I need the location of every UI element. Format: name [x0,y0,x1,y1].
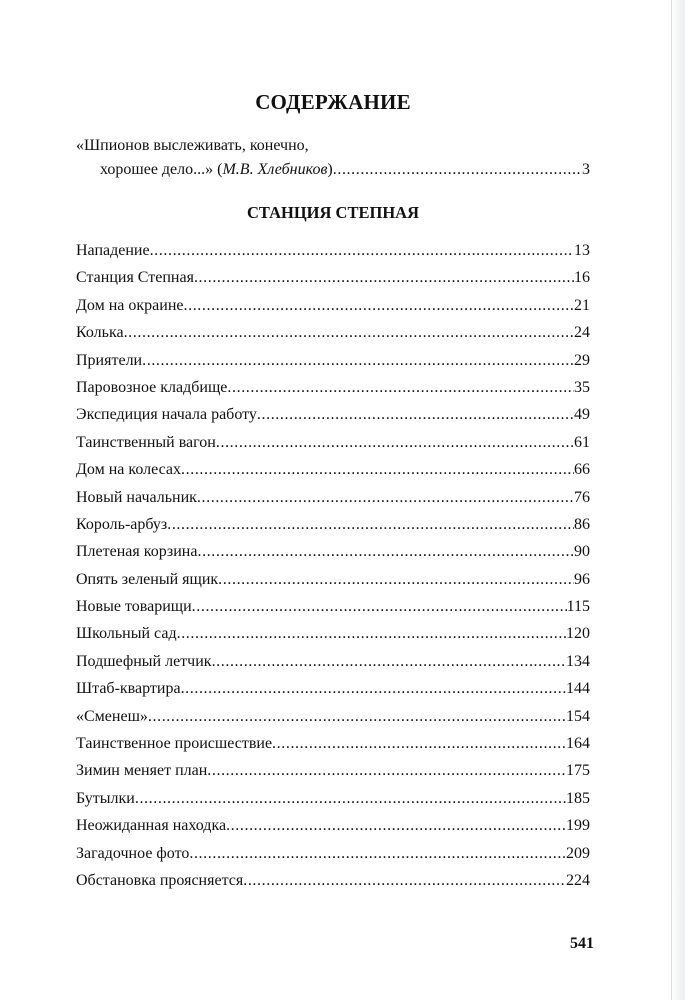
dot-leader [243,870,566,892]
dot-leader [142,350,574,372]
dot-leader [177,623,566,645]
epigraph-text: хорошее дело...» ( [100,161,223,178]
toc-entry[interactable] [76,870,590,897]
chapter-page-number: 185 [566,789,590,807]
chapter-title: Дом на колесах [76,461,182,479]
page-title: СОДЕРЖАНИЕ [255,90,411,114]
toc-entry[interactable] [76,240,590,267]
chapter-page-number: 224 [566,871,590,889]
epigraph-close-paren: ) [327,161,333,178]
chapter-page-number: 21 [574,296,590,314]
toc-entry[interactable] [76,267,590,294]
dot-leader [226,815,566,837]
dot-leader [124,322,574,344]
chapter-title: Паровозное кладбище [76,378,228,396]
toc-entry[interactable] [76,596,590,623]
toc-entry[interactable] [76,432,590,459]
dot-leader [333,159,582,181]
page-number-footer: 541 [570,935,594,952]
chapter-page-number: 35 [574,378,590,396]
page-edge-line [671,0,672,1000]
dot-leader [227,377,574,399]
toc-entry[interactable] [76,295,590,322]
chapter-page-number: 29 [574,351,590,369]
chapter-page-number: 66 [574,461,590,479]
toc-entry[interactable] [76,514,590,541]
chapter-title: Король-арбуз [76,515,168,533]
chapter-title: Новый начальник [76,488,197,506]
chapter-title: Таинственное происшествие [76,735,273,753]
toc-entry[interactable] [76,350,590,377]
toc-entry[interactable] [76,678,590,705]
chapter-page-number: 16 [574,269,590,287]
chapter-title: Подшефный летчик [76,652,212,670]
dot-leader [272,733,566,755]
toc-entry[interactable] [76,541,590,568]
chapter-page-number: 24 [574,324,590,342]
chapter-page-number: 199 [566,817,590,835]
chapter-title: Загадочное фото [76,844,190,862]
chapter-page-number: 115 [566,598,590,616]
chapter-title: Опять зеленый ящик [76,570,219,588]
toc-entry[interactable] [76,760,590,787]
chapter-page-number: 120 [566,625,590,643]
page-edge-shadow [671,0,685,1000]
section-title: СТАНЦИЯ СТЕПНАЯ [247,203,419,222]
chapter-page-number: 164 [566,735,590,753]
dot-leader [184,295,575,317]
toc-entry[interactable] [76,569,590,596]
chapter-title: «Сменеш» [76,707,148,725]
chapter-page-number: 134 [566,652,590,670]
toc-entry[interactable] [76,706,590,733]
chapter-title: Дом на окраине [76,296,184,314]
toc-entry[interactable] [76,459,590,486]
chapter-title: Станция Степная [76,269,194,287]
chapter-title: Нападение [76,242,150,259]
toc-entry[interactable] [76,843,590,870]
chapter-title: Плетеная корзина [76,543,198,561]
dot-leader [181,459,574,481]
chapter-page-number: 154 [566,707,590,725]
chapter-title: Экспедиция начала работу [76,406,257,424]
dot-leader [216,432,574,454]
chapter-title: Таинственный вагон [76,433,216,451]
chapter-title: Новые товарищи [76,598,192,616]
toc-entry[interactable] [76,788,590,815]
dot-leader [181,678,566,700]
dot-leader [197,487,574,509]
toc-entry[interactable] [76,404,590,431]
dot-leader [257,404,574,426]
chapter-title: Приятели [76,351,143,369]
toc-entry[interactable] [76,487,590,514]
dot-leader [148,706,566,728]
chapter-list [76,240,590,897]
epigraph-entry-line2 [100,159,590,181]
dot-leader [207,760,566,782]
toc-entry[interactable] [76,815,590,842]
toc-entry[interactable] [76,623,590,650]
chapter-page-number: 175 [566,762,590,780]
chapter-title: Зимин меняет план [76,762,208,780]
chapter-page-number: 209 [566,844,590,862]
chapter-title: Штаб-квартира [76,680,181,698]
dot-leader [192,596,567,618]
chapter-title: Бутылки [76,789,135,807]
toc-entry[interactable] [76,733,590,760]
chapter-title: Колька [76,324,124,342]
chapter-page-number: 61 [574,433,590,451]
dot-leader [218,569,574,591]
toc-entry[interactable] [76,377,590,404]
chapter-title: Школьный сад [76,625,177,643]
dot-leader [212,651,566,673]
dot-leader [150,240,574,262]
chapter-title: Неожиданная находка [76,817,227,835]
chapter-page-number: 76 [574,488,590,506]
epigraph-author: М.В. Хлебников [222,161,328,178]
chapter-title: Обстановка проясняется [76,871,244,889]
dot-leader [167,514,574,536]
chapter-page-number: 13 [574,242,590,259]
toc-entry[interactable] [76,322,590,349]
chapter-page-number: 49 [574,406,590,424]
chapter-page-number: 90 [574,543,590,561]
dot-leader [194,267,574,289]
chapter-page-number: 144 [566,680,590,698]
epigraph-page-number: 3 [582,161,590,178]
dot-leader [189,843,566,865]
dot-leader [135,788,566,810]
toc-entry[interactable] [76,651,590,678]
dot-leader [197,541,574,563]
chapter-page-number: 86 [574,515,590,533]
chapter-page-number: 96 [574,570,590,588]
epigraph-entry-line1: «Шпионов выслеживать, конечно, [76,137,309,154]
